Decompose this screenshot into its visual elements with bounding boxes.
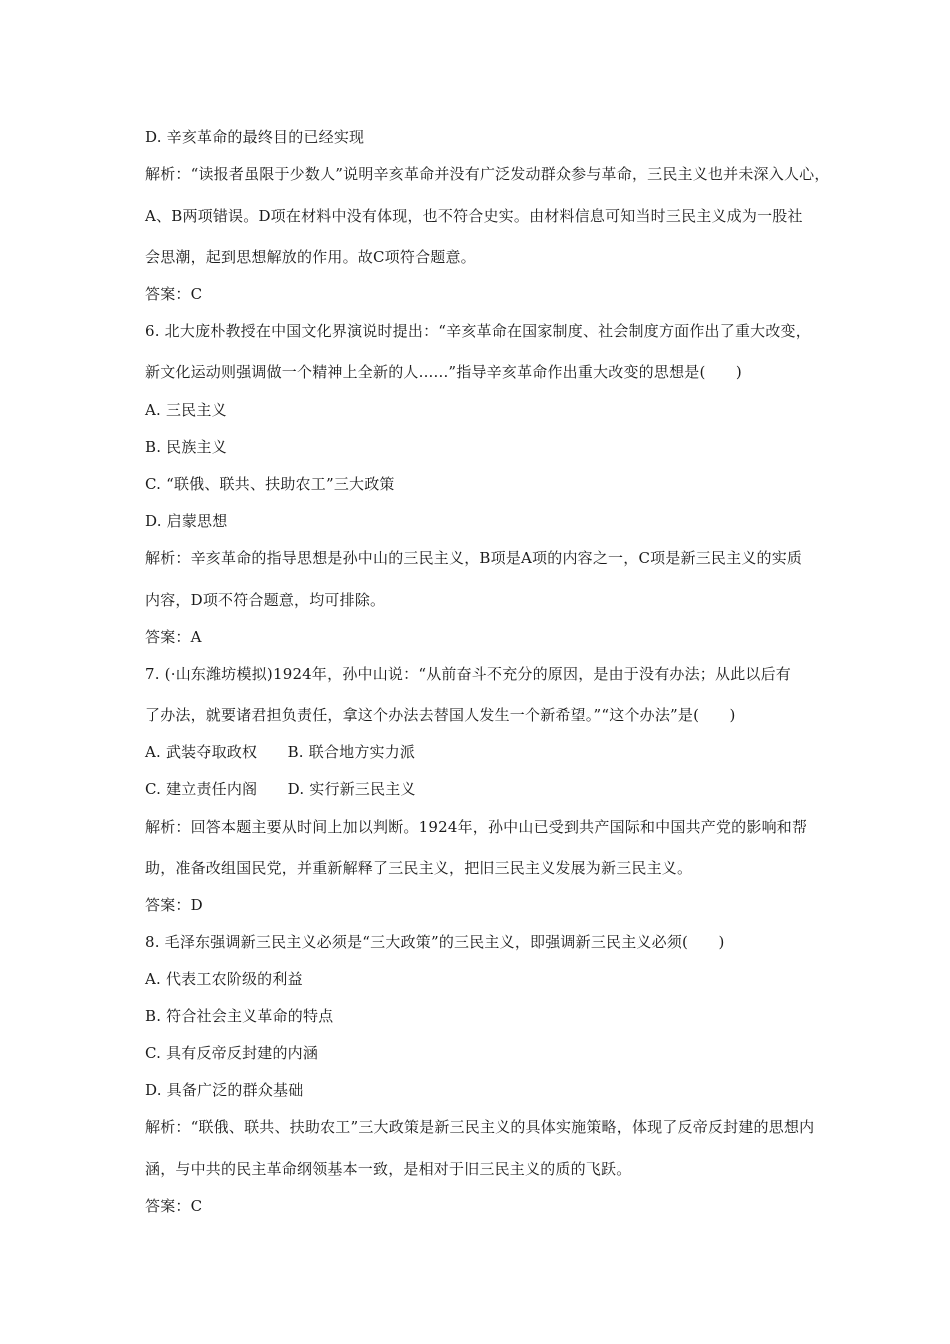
answer-q7: 答案：D — [145, 896, 203, 914]
question-8: 8. 毛泽东强调新三民主义必须是“三大政策”的三民主义，即强调新三民主义必须( ) — [145, 933, 725, 951]
question-6-line2: 新文化运动则强调做一个精神上全新的人......”指导辛亥革命作出重大改变的思想是( ) — [145, 363, 742, 381]
analysis-q8-line1: 解析：“联俄、联共、扶助农工”三大政策是新三民主义的具体实施策略，体现了反帝反封建的思想内 — [145, 1118, 815, 1136]
answer-q5: 答案：C — [145, 285, 203, 303]
analysis-q5-line3: 会思潮，起到思想解放的作用。故C项符合题意。 — [145, 248, 476, 266]
analysis-q7-line2: 助，准备改组国民党，并重新解释了三民主义，把旧三民主义发展为新三民主义。 — [145, 859, 693, 877]
option-a-q6: A. 三民主义 — [145, 401, 227, 419]
question-7-line1: 7. (·山东潍坊模拟)1924年，孙中山说：“从前奋斗不充分的原因，是由于没有办法；从此以后有 — [145, 665, 791, 683]
analysis-q7-line1: 解析：回答本题主要从时间上加以判断。1924年，孙中山已受到共产国际和中国共产党的影响和帮 — [145, 818, 808, 836]
option-d-q6: D. 启蒙思想 — [145, 512, 228, 530]
analysis-q6-line2: 内容，D项不符合题意，均可排除。 — [145, 591, 386, 609]
analysis-q8-line2: 涵，与中共的民主革命纲领基本一致，是相对于旧三民主义的质的飞跃。 — [145, 1160, 632, 1178]
option-d-q8: D. 具备广泛的群众基础 — [145, 1081, 304, 1099]
analysis-q5-line1: 解析：“读报者虽限于少数人”说明辛亥革命并没有广泛发动群众参与革命，三民主义也并未深入人心， — [145, 165, 830, 183]
answer-q6: 答案：A — [145, 628, 202, 646]
options-cd-q7: C. 建立责任内阁 D. 实行新三民主义 — [145, 780, 416, 798]
options-ab-q7: A. 武装夺取政权 B. 联合地方实力派 — [145, 743, 416, 761]
analysis-q5-line2: A、B两项错误。D项在材料中没有体现，也不符合史实。由材料信息可知当时三民主义成为一股社 — [145, 207, 803, 225]
answer-q8: 答案：C — [145, 1197, 203, 1215]
question-6-line1: 6. 北大庞朴教授在中国文化界演说时提出：“辛亥革命在国家制度、社会制度方面作出了重大改变， — [145, 322, 811, 340]
question-7-line2: 了办法，就要诸君担负责任，拿这个办法去替国人发生一个新希望。”“这个办法”是( ) — [145, 706, 736, 724]
option-c-q6: C. “联俄、联共、扶助农工”三大政策 — [145, 475, 395, 493]
option-b-q8: B. 符合社会主义革命的特点 — [145, 1007, 334, 1025]
analysis-q6-line1: 解析：辛亥革命的指导思想是孙中山的三民主义，B项是A项的内容之一，C项是新三民主义的实质 — [145, 549, 803, 567]
option-d-q5: D. 辛亥革命的最终目的已经实现 — [145, 128, 365, 146]
option-b-q6: B. 民族主义 — [145, 438, 227, 456]
option-a-q8: A. 代表工农阶级的利益 — [145, 970, 303, 988]
option-c-q8: C. 具有反帝反封建的内涵 — [145, 1044, 319, 1062]
